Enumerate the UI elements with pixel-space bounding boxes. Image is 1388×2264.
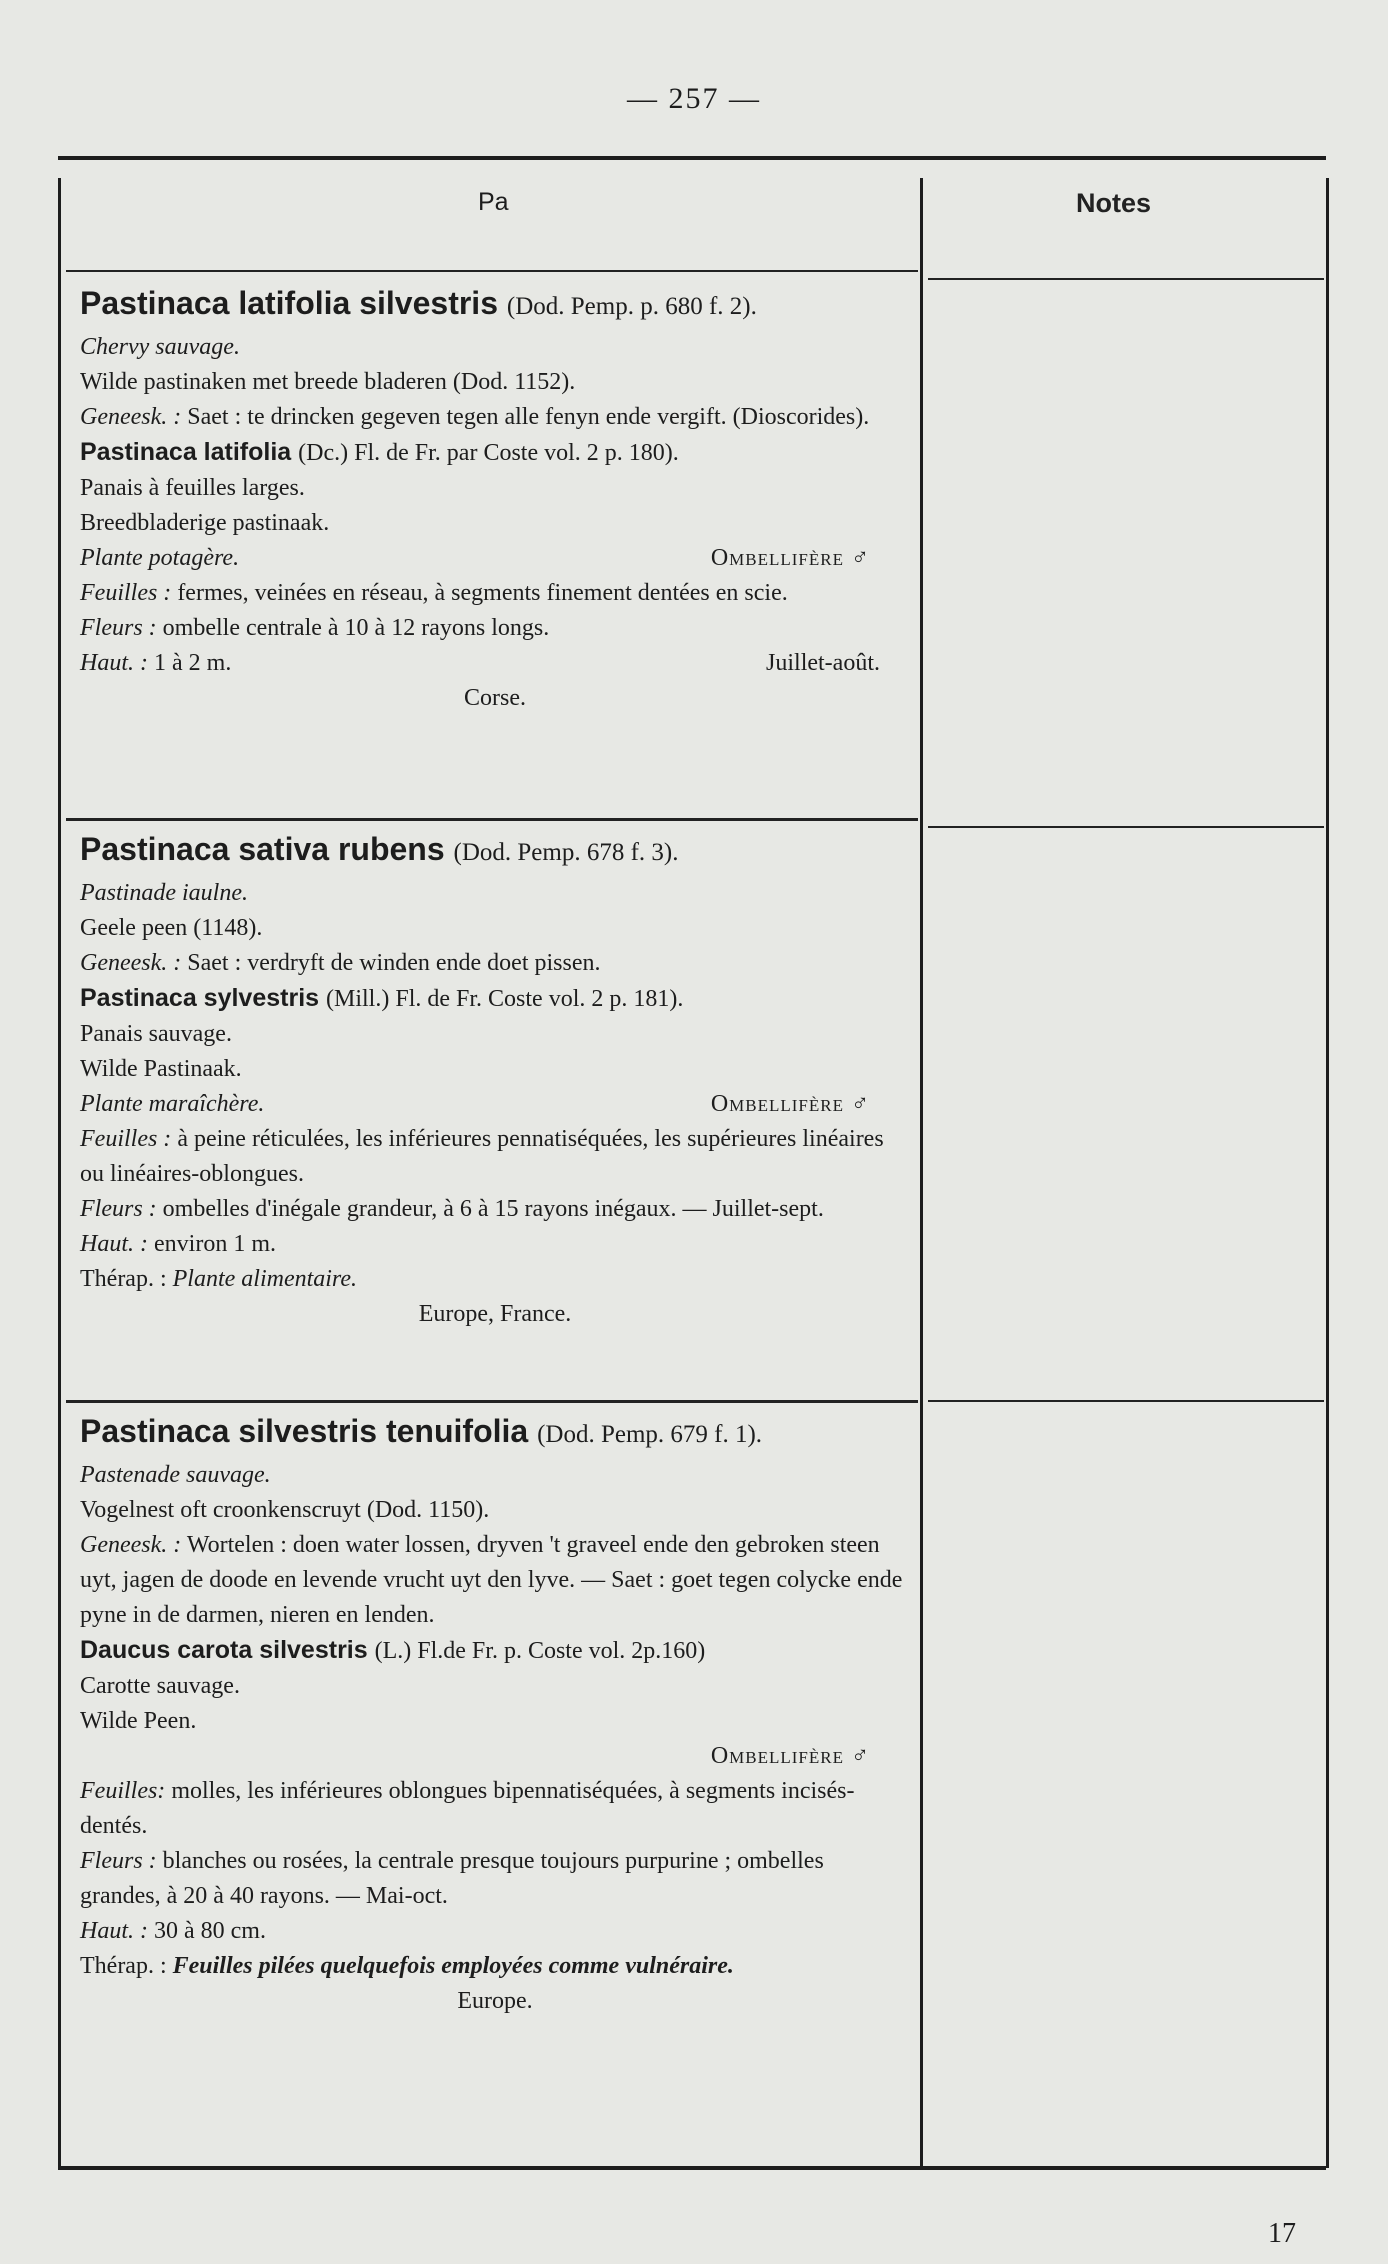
feuilles-note: Feuilles: molles, les inférieures oblongues bipennatiséquées, à segments incisés-dentés. xyxy=(80,1778,855,1839)
dutch-note: Wilde pastinaken met breede bladeren (Dod. 1152). xyxy=(80,369,576,395)
region: Europe. xyxy=(457,1988,533,2014)
fleurs-note: Fleurs : ombelles d'inégale grandeur, à 6 à 15 rayons inégaux. — Juillet-sept. xyxy=(80,1196,824,1222)
entry-title: Pastinaca silvestris tenuifolia (Dod. Pemp. 679 f. 1). xyxy=(80,1413,763,1449)
synonym: Pastinaca latifolia (Dc.) Fl. de Fr. par Coste vol. 2 p. 180). xyxy=(80,438,679,466)
region: Europe, France. xyxy=(418,1301,572,1327)
column-header-notes: Notes xyxy=(1076,188,1152,218)
haut-note: Haut. : environ 1 m. xyxy=(80,1231,276,1257)
family-label: Ombellifère ♂ xyxy=(710,545,870,571)
geneesk-note: Geneesk. : Saet : verdryft de winden ende doet pissen. xyxy=(80,950,601,976)
section-rule xyxy=(66,818,918,821)
footer-number: 17 xyxy=(1268,2218,1296,2249)
plant-entry xyxy=(80,1408,910,2019)
plant-entry xyxy=(80,826,910,1332)
feuilles-note: Feuilles : fermes, veinées en réseau, à segments finement dentées en scie. xyxy=(80,580,788,606)
category-row xyxy=(80,1739,910,1774)
common-name-fr: Panais à feuilles larges. xyxy=(80,475,305,501)
synonym: Daucus carota silvestris (L.) Fl.de Fr. p. Coste vol. 2p.160) xyxy=(80,1636,706,1664)
header-rule xyxy=(928,278,1324,280)
common-name-fr: Carotte sauvage. xyxy=(80,1673,240,1699)
haut-note: Haut. : 30 à 80 cm. xyxy=(80,1918,266,1944)
french-name: Chervy sauvage. xyxy=(80,334,240,360)
common-name-nl: Wilde Pastinaak. xyxy=(80,1056,242,1082)
feuilles-note: Feuilles : à peine réticulées, les inférieures pennatiséquées, les supérieures linéaires ou linéaires-oblongues. xyxy=(80,1126,884,1187)
column-header-entries: Pa xyxy=(478,188,509,216)
region: Corse. xyxy=(464,685,526,711)
entry-title: Pastinaca sativa rubens (Dod. Pemp. 678 f. 3). xyxy=(80,831,679,867)
dutch-note: Vogelnest oft croonkenscruyt (Dod. 1150). xyxy=(80,1497,490,1523)
geneesk-note: Geneesk. : Wortelen : doen water lossen, dryven 't graveel ende den gebroken steen uyt, jagen de doode en levende vrucht uyt den lyve. — Saet : goet tegen colycke ende pyne in de darmen, nieren en lenden. xyxy=(80,1532,903,1628)
entry-title: Pastinaca latifolia silvestris (Dod. Pemp. p. 680 f. 2). xyxy=(80,285,757,321)
plant-table xyxy=(58,156,1326,2170)
page-number: — 257 — xyxy=(627,82,761,115)
therap-note: Thérap. : Feuilles pilées quelquefois employées comme vulnéraire. xyxy=(80,1953,734,1979)
category-row: Plante maraîchère. Ombellifère ♂ xyxy=(80,1087,910,1122)
haut-row: Haut. : 1 à 2 m. Juillet-août. xyxy=(80,650,880,676)
common-name-fr: Panais sauvage. xyxy=(80,1021,232,1047)
common-name-nl: Wilde Peen. xyxy=(80,1708,197,1734)
section-rule xyxy=(928,1400,1324,1402)
plant-entry xyxy=(80,280,910,716)
category-row: Plante potagère. Ombellifère ♂ xyxy=(80,541,910,576)
synonym: Pastinaca sylvestris (Mill.) Fl. de Fr. Coste vol. 2 p. 181). xyxy=(80,984,684,1012)
header-rule xyxy=(66,270,918,272)
section-rule xyxy=(66,1400,918,1403)
family-label: Ombellifère ♂ xyxy=(710,1091,870,1117)
table-bottom-rule xyxy=(58,2166,1326,2170)
notes-column xyxy=(920,178,1329,2168)
fleurs-note: Fleurs : ombelle centrale à 10 à 12 rayons longs. xyxy=(80,615,550,641)
geneesk-note: Geneesk. : Saet : te drincken gegeven tegen alle fenyn ende vergift. (Dioscorides). xyxy=(80,404,870,430)
dutch-note: Geele peen (1148). xyxy=(80,915,263,941)
family-label: Ombellifère ♂ xyxy=(710,1743,870,1769)
therap-note: Thérap. : Plante alimentaire. xyxy=(80,1266,358,1292)
french-name: Pastinade iaulne. xyxy=(80,880,248,906)
fleurs-note: Fleurs : blanches ou rosées, la centrale presque toujours purpurine ; ombelles grandes, à 20 à 40 rayons. — Mai-oct. xyxy=(80,1848,824,1909)
french-name: Pastenade sauvage. xyxy=(80,1462,271,1488)
common-name-nl: Breedbladerige pastinaak. xyxy=(80,510,330,536)
section-rule xyxy=(928,826,1324,828)
